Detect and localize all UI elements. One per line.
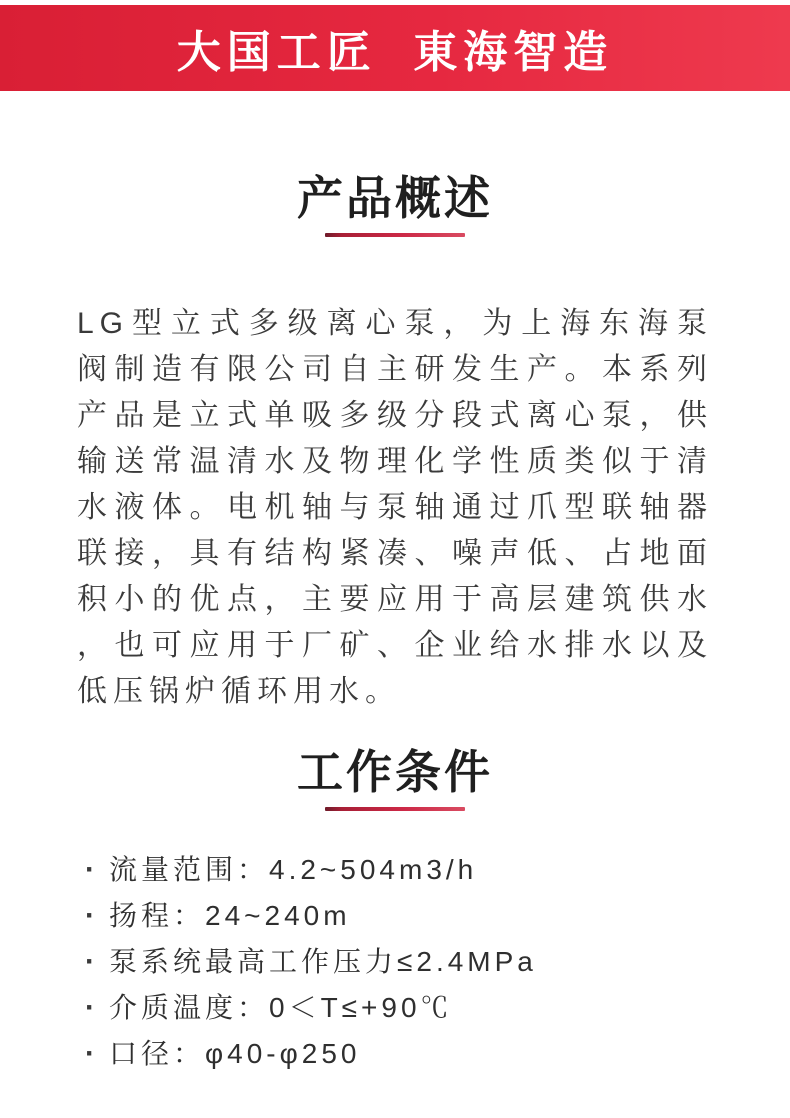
bullet-dot-icon: · — [85, 1037, 95, 1070]
spec-list-item — [85, 947, 790, 977]
overview-paragraph-line: 输送常温清水及物理化学性质类似于清 — [77, 445, 713, 478]
overview-paragraph-line: 联接，具有结构紧凑、噪声低、占地面 — [77, 537, 713, 570]
overview-paragraph-line: LG型立式多级离心泵，为上海东海泵 — [77, 307, 713, 340]
overview-paragraph-line: 水液体。电机轴与泵轴通过爪型联轴器 — [77, 491, 713, 524]
spec-list-item — [85, 1039, 790, 1069]
working-conditions-section — [0, 747, 790, 1069]
overview-section-title: 产品概述 — [297, 172, 493, 224]
bullet-dot-icon: · — [85, 853, 95, 886]
spec-text: 流量范围：4.2~504m3/h — [109, 854, 478, 885]
overview-paragraph-line: 积小的优点，主要应用于高层建筑供水 — [77, 583, 713, 616]
spec-text: 介质温度：0＜T≤+90℃ — [109, 992, 453, 1023]
overview-title-underline — [325, 233, 465, 237]
brand-banner — [0, 5, 790, 91]
overview-paragraph — [77, 301, 713, 715]
bullet-dot-icon: · — [85, 945, 95, 978]
spec-text: 口径：φ40-φ250 — [109, 1038, 361, 1069]
bullet-dot-icon: · — [85, 899, 95, 932]
banner-title: 大国工匠 東海智造 — [176, 28, 614, 77]
spec-text: 扬程：24~240m — [109, 900, 351, 931]
overview-paragraph-line: 阀制造有限公司自主研发生产。本系列 — [77, 353, 713, 386]
spec-text: 泵系统最高工作压力≤2.4MPa — [109, 946, 537, 977]
bullet-dot-icon: · — [85, 991, 95, 1024]
spec-list-item — [85, 993, 790, 1023]
overview-section — [0, 173, 790, 715]
overview-paragraph-line: 产品是立式单吸多级分段式离心泵，供 — [77, 399, 713, 432]
spec-list-item — [85, 855, 790, 885]
working-conditions-title-underline — [325, 807, 465, 811]
working-conditions-title: 工作条件 — [297, 746, 493, 798]
overview-paragraph-line: ，也可应用于厂矿、企业给水排水以及 — [77, 629, 713, 662]
spec-list-item — [85, 901, 790, 931]
spec-list — [85, 855, 790, 1069]
overview-paragraph-line: 低压锅炉循环用水。 — [77, 675, 401, 708]
